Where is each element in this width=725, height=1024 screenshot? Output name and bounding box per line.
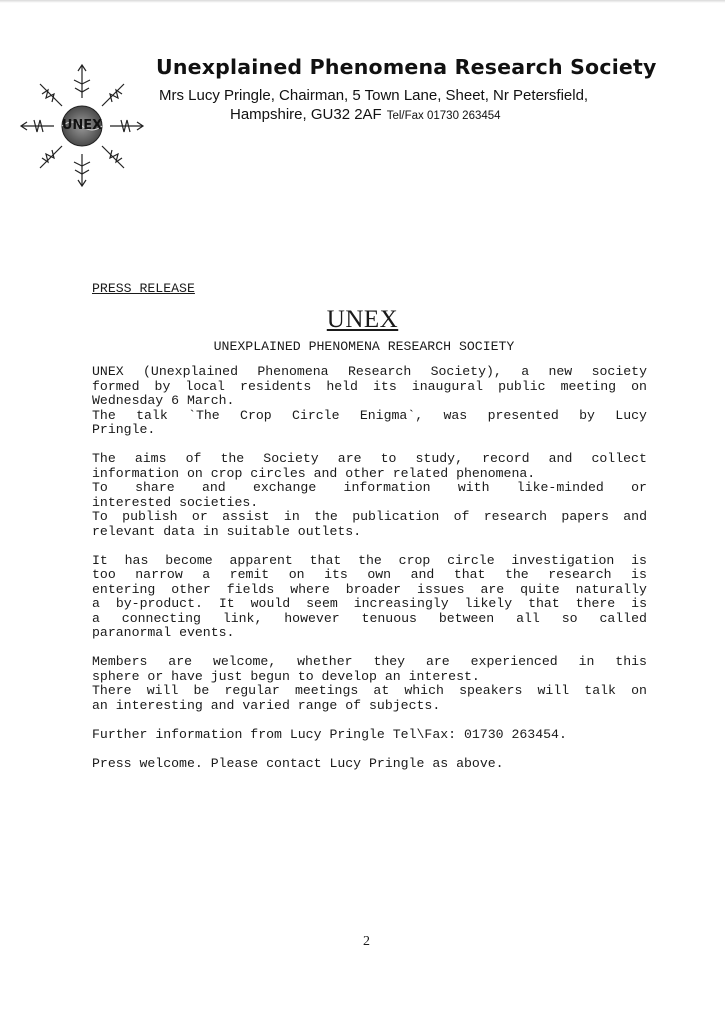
word: is [631,552,647,568]
text-line [92,380,647,395]
word: link, [222,610,263,626]
word: a [92,596,100,611]
word: will [537,683,570,698]
word: papers [561,509,609,524]
word: a [521,364,530,379]
word: a [92,610,100,626]
text-line [92,612,647,627]
word: exchange [252,480,317,495]
word: has [124,552,149,568]
word: inaugural [411,378,484,394]
word: interested [92,494,180,510]
word: suitable [226,523,298,539]
word: interesting [115,697,211,713]
word: have [171,668,211,684]
word: relevant [92,523,164,539]
text-line [92,467,647,482]
word: information [343,480,431,495]
word: experienced [470,654,558,669]
address-line-2 [230,106,501,123]
word: new [548,364,573,379]
word: formed [92,378,140,394]
word: Press [92,755,140,771]
word: on [631,378,647,394]
word: in [202,523,227,539]
word: in [283,509,300,524]
word: begun [250,668,298,684]
word: on [186,465,211,481]
text-line [92,554,647,569]
word: Crop [240,407,272,423]
word: assist [222,509,270,524]
word: would [250,596,291,611]
address-postcode: Hampshire, GU32 2AF [230,106,382,123]
word: where [290,581,330,597]
word: contact [266,755,330,771]
word: its [373,378,397,394]
word: Research [347,364,412,379]
word: are [168,654,193,669]
word: publication [352,509,440,524]
page-number: 2 [363,934,370,949]
word: varied [242,697,298,713]
word: 6 [171,393,187,408]
word: quite [520,581,560,597]
word: range [297,697,346,713]
word: Phenomena [257,364,329,379]
word: circles [250,465,314,481]
word: tenuous [361,610,417,626]
text-line [92,481,647,496]
word: that [453,567,486,582]
text-line [92,655,647,670]
word: at [373,683,390,698]
word: will [146,683,179,698]
word: local [185,378,225,394]
word: is [631,567,647,582]
word: issues [417,581,465,597]
word: or [147,668,172,684]
word: Members [92,654,148,669]
word: March. [186,393,235,408]
text-line [92,597,647,612]
word: UNEX [92,364,124,379]
word: Lucy [289,726,330,742]
word: To [92,509,108,524]
word: speakers [459,683,523,698]
word: which [404,683,444,698]
word: sphere [92,668,148,684]
word: (Unexplained [143,364,238,379]
word: welcome, [212,654,277,669]
word: outlets. [297,523,362,539]
word: Lucy [329,755,370,771]
word: called [599,610,647,626]
word: whether [297,654,353,669]
word: investigation [511,552,615,568]
word: held [326,378,358,394]
word: however [284,610,340,626]
word: 263454. [511,726,567,742]
word: by [154,378,171,394]
text-line [92,510,647,525]
body-paragraph [92,757,647,772]
word: are [480,581,505,597]
word: Society [263,451,319,466]
word: other [345,465,393,481]
word: Circle [292,407,340,423]
word: Society), [430,364,502,379]
word: seem [306,596,338,611]
word: other [171,581,211,597]
word: from [250,726,290,742]
word: or [191,509,208,524]
document-heading: UNEX [326,306,399,333]
word: The [92,407,116,423]
word: circle [447,552,495,568]
word: study, [415,451,463,466]
word: of [453,509,470,524]
word: To [92,480,108,495]
word: research [483,509,548,524]
word: remit [229,567,270,582]
word: too [92,567,116,582]
word: was [443,407,468,423]
text-line [92,525,647,540]
word: in [578,654,595,669]
word: an [384,668,409,684]
address-line-1: Mrs Lucy Pringle, Chairman, 5 Town Lane, Sheet, Nr Petersfield, [159,87,589,104]
text-line [92,699,647,714]
word: information [92,465,187,481]
word: Pringle [329,726,393,742]
unex-logo [18,58,146,192]
text-line [92,394,647,409]
text-line [92,365,647,380]
word: the [504,567,529,582]
word: events. [179,625,235,640]
text-line [92,423,647,438]
word: `The [188,407,220,423]
word: be [193,683,210,698]
word: on [631,683,647,698]
word: of [185,451,202,466]
word: publish [122,509,178,524]
word: by [579,407,595,423]
word: become [165,552,213,568]
word: that [309,552,342,568]
word: a [202,567,211,582]
word: all [516,610,540,626]
text-line [92,684,647,699]
word: and [410,567,435,582]
text-line [92,728,647,743]
word: Please [210,755,267,771]
word: It [92,552,108,568]
word: society [591,364,647,379]
text-line [92,757,647,772]
word: Pringle. [92,422,156,437]
word: between [438,610,495,626]
body-paragraph [92,554,647,641]
telfax-number: Tel/Fax 01730 263454 [386,110,501,122]
word: subjects. [369,697,441,713]
word: related [392,465,457,481]
word: and [313,465,346,481]
word: fields [226,581,275,597]
word: this [615,654,647,669]
text-line [92,496,647,511]
word: there [575,596,616,611]
word: likely [464,596,513,611]
word: talk [136,407,168,423]
word: its [324,567,348,582]
word: Pringle [369,755,433,771]
word: the [358,552,382,568]
word: and [210,697,243,713]
word: presented [487,407,559,423]
word: broader [345,581,402,597]
word: research [548,567,612,582]
body-text [92,365,647,786]
word: naturally [575,581,647,597]
word: phenomena. [456,465,536,481]
body-paragraph [92,655,647,713]
word: on [288,567,305,582]
word: narrow [135,567,183,582]
body-paragraph [92,728,647,743]
word: increasingly [353,596,449,611]
word: is [631,596,647,611]
word: residents [240,378,312,394]
word: 01730 [463,726,512,742]
word: and [623,509,647,524]
word: collect [591,451,647,466]
society-name: Unexplained Phenomena Research Society [156,55,657,79]
word: the [220,451,245,466]
word: Lucy [615,407,647,423]
word: by-product. [115,596,203,611]
text-line [92,452,647,467]
word: interest. [408,668,480,684]
word: data [163,523,203,539]
scan-edge [0,0,725,3]
word: they [373,654,406,669]
word: of [345,697,370,713]
word: share [135,480,175,495]
word: crop [210,465,251,481]
word: Further [92,726,156,742]
word: public [498,378,546,394]
word: apparent [229,552,293,568]
word: to [380,451,397,466]
word: meeting [560,378,617,394]
body-paragraph [92,452,647,539]
word: like-minded [516,480,604,495]
text-line [92,670,647,685]
word: are [337,451,362,466]
word: so [561,610,578,626]
word: to [297,668,322,684]
text-line [92,583,647,598]
word: Tel\Fax: [392,726,464,742]
word: There [92,683,132,698]
word: It [218,596,235,611]
word: record [482,451,530,466]
word: Enigma`, [359,407,424,423]
word: information [155,726,251,742]
word: welcome. [139,755,211,771]
word: Wednesday [92,393,172,408]
document-subheading: UNEXPLAINED PHENOMENA RESEARCH SOCIETY [213,339,515,354]
word: above. [456,755,504,771]
word: just [210,668,251,684]
word: aims [134,451,167,466]
word: that [528,596,560,611]
press-release-label: PRESS RELEASE [92,281,195,296]
word: The [92,451,116,466]
word: and [201,480,226,495]
word: regular [224,683,280,698]
word: societies. [179,494,259,510]
text-line [92,409,647,424]
word: paranormal [92,625,180,640]
word: or [631,480,647,495]
body-paragraph [92,365,647,438]
word: as [432,755,457,771]
word: with [457,480,490,495]
word: meetings [294,683,359,698]
word: an [92,697,116,713]
word: develop [321,668,385,684]
word: talk [584,683,616,698]
word: entering [92,581,156,597]
text-line [92,626,647,641]
word: and [548,451,573,466]
text-line [92,568,647,583]
logo-text: UNEX [61,118,103,133]
word: are [425,654,450,669]
word: connecting [121,610,201,626]
word: own [367,567,392,582]
word: the [314,509,338,524]
word: crop [398,552,431,568]
